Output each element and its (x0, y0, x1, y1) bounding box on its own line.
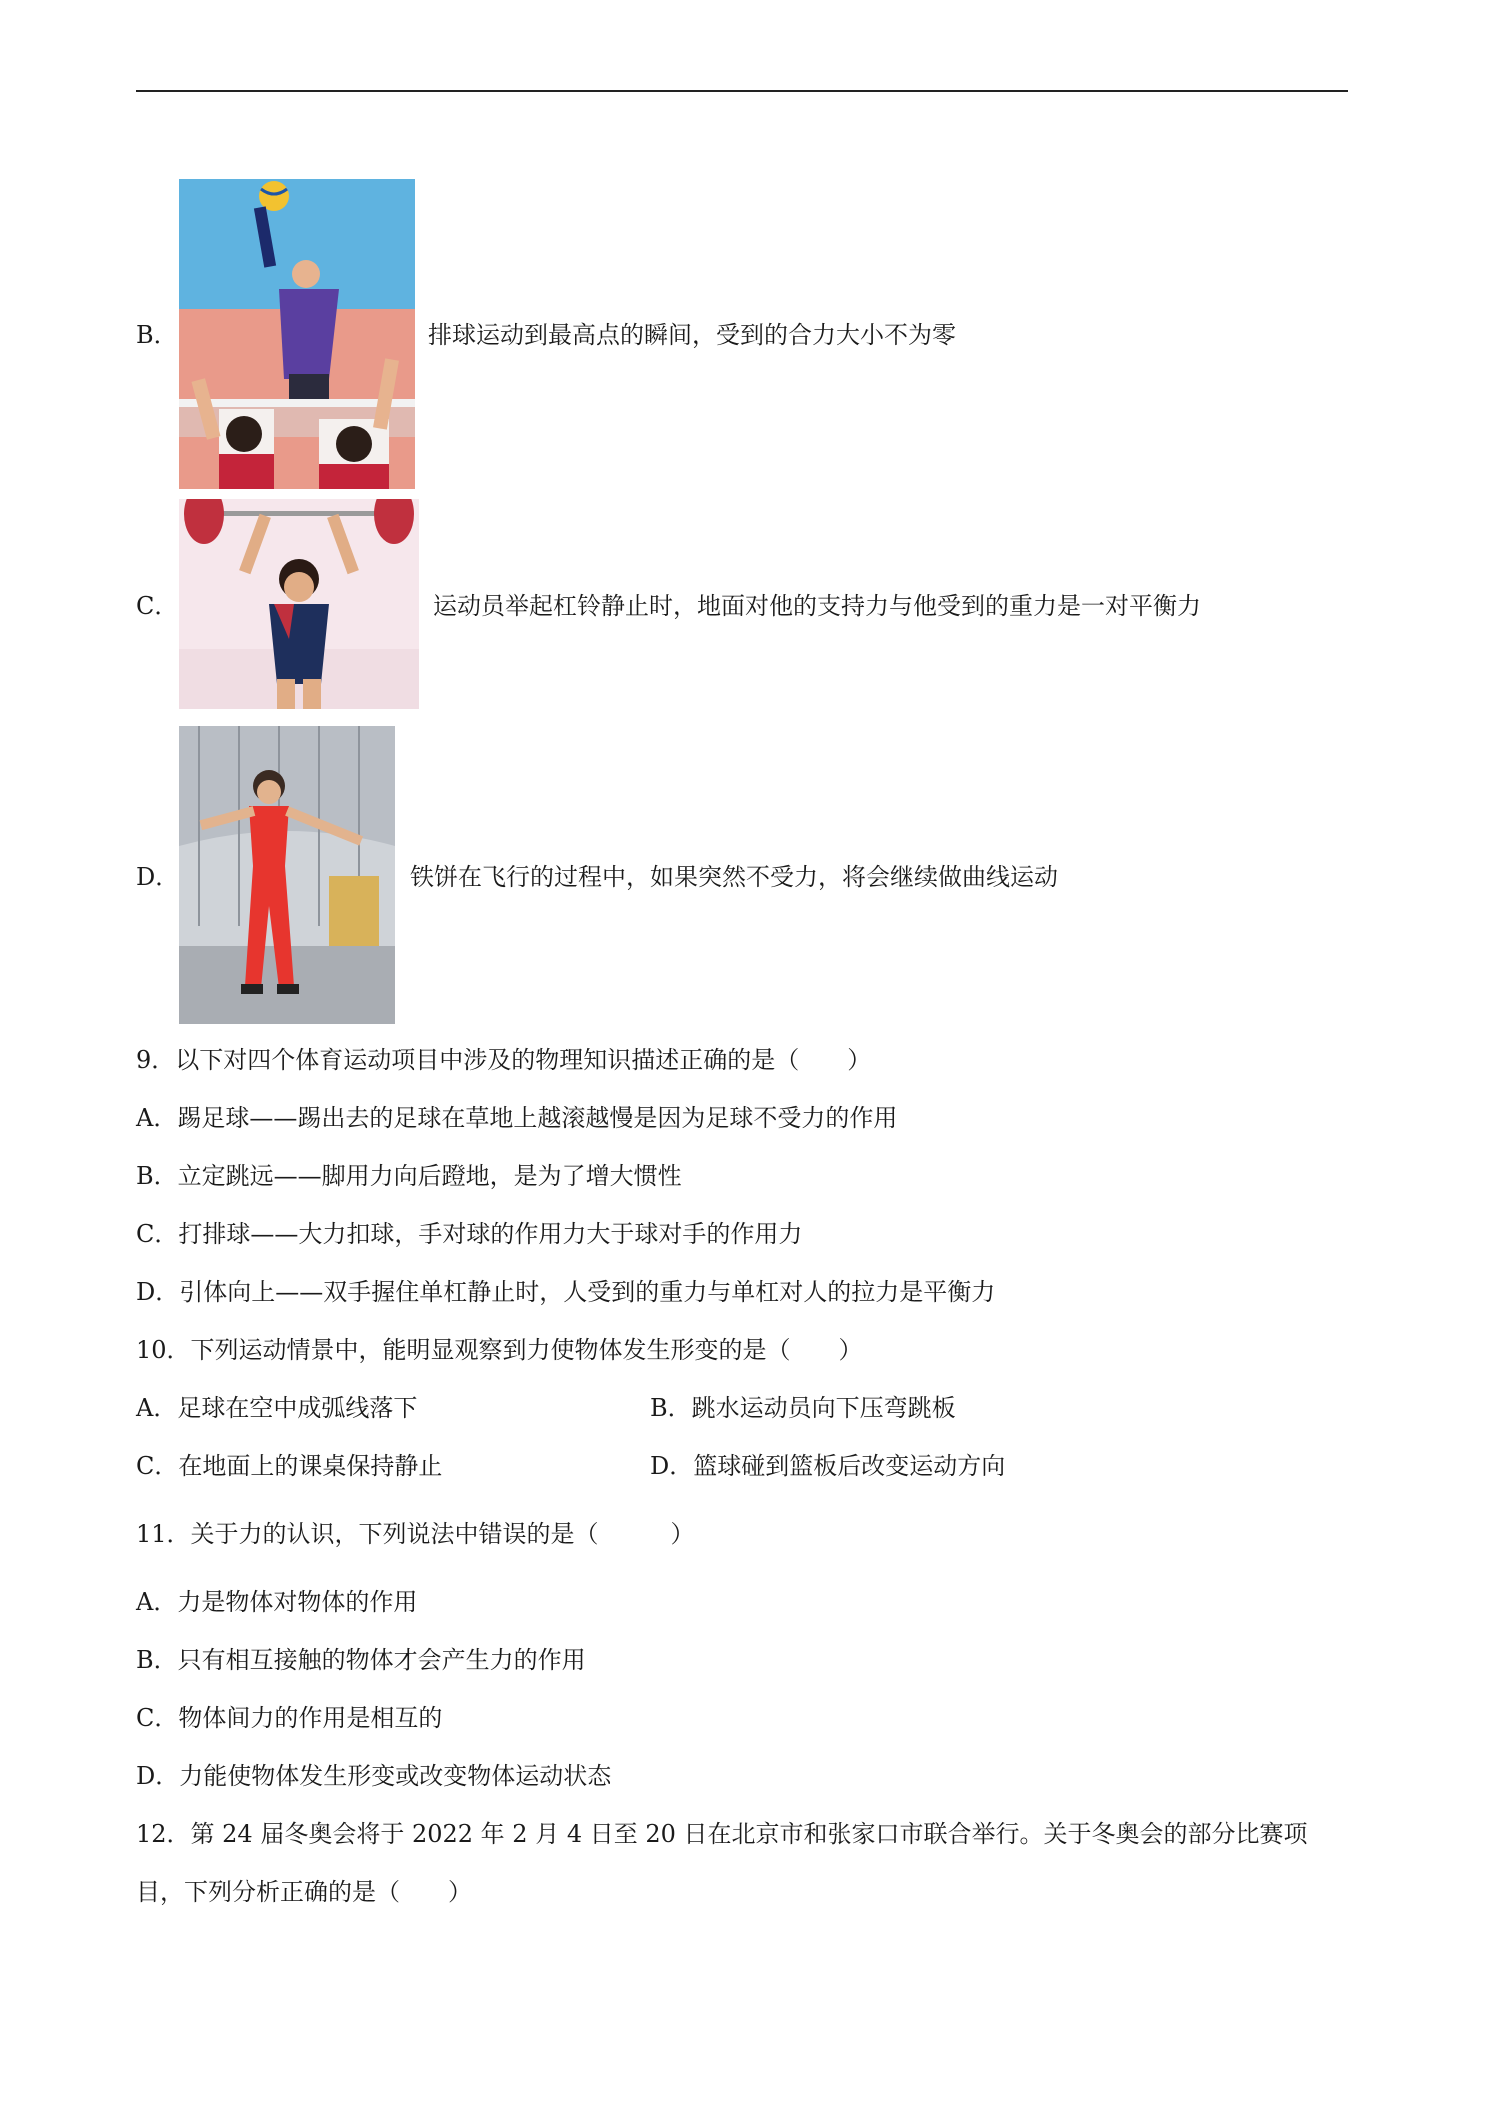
question-9-option-c: C．打排球——大力扣球，手对球的作用力大于球对手的作用力 (136, 1220, 803, 1248)
question-12-stem-line1: 12．第 24 届冬奥会将于 2022 年 2 月 4 日至 20 日在北京市和张家口市联合举行。关于冬奥会的部分比赛项 (136, 1820, 1308, 1848)
discus-thrower-photo (179, 726, 395, 1024)
option-d-label: D． (136, 863, 180, 891)
question-9-option-d: D．引体向上——双手握住单杠静止时，人受到的重力与单杠对人的拉力是平衡力 (136, 1278, 996, 1306)
question-9-option-a: A．踢足球——踢出去的足球在草地上越滚越慢是因为足球不受力的作用 (136, 1104, 898, 1132)
question-10-option-c: C．在地面上的课桌保持静止 (136, 1452, 443, 1480)
option-b-text: 排球运动到最高点的瞬间，受到的合力大小不为零 (428, 321, 956, 349)
question-9-stem: 9．以下对四个体育运动项目中涉及的物理知识描述正确的是（ ） (136, 1046, 872, 1074)
question-9-option-b: B．立定跳远——脚用力向后蹬地，是为了增大惯性 (136, 1162, 682, 1190)
question-11-option-b: B．只有相互接触的物体才会产生力的作用 (136, 1646, 586, 1674)
option-b-label: B． (136, 321, 178, 349)
volleyball-spike-photo (179, 179, 415, 489)
question-11-stem: 11．关于力的认识，下列说法中错误的是（ ） (136, 1520, 695, 1548)
question-12-stem-line2: 目，下列分析正确的是（ ） (136, 1878, 472, 1906)
option-c-text: 运动员举起杠铃静止时，地面对他的支持力与他受到的重力是一对平衡力 (433, 592, 1201, 620)
question-11-option-d: D．力能使物体发生形变或改变物体运动状态 (136, 1762, 612, 1790)
question-10-option-d: D．篮球碰到篮板后改变运动方向 (650, 1452, 1006, 1480)
option-c-label: C． (136, 592, 179, 620)
question-10-option-b: B．跳水运动员向下压弯跳板 (650, 1394, 956, 1422)
question-10-stem: 10．下列运动情景中，能明显观察到力使物体发生形变的是（ ） (136, 1336, 863, 1364)
option-d-text: 铁饼在飞行的过程中，如果突然不受力，将会继续做曲线运动 (410, 863, 1058, 891)
header-rule (136, 90, 1348, 92)
question-10-option-a: A．足球在空中成弧线落下 (136, 1394, 418, 1422)
question-11-option-c: C．物体间力的作用是相互的 (136, 1704, 443, 1732)
weightlifter-photo (179, 499, 419, 709)
question-11-option-a: A．力是物体对物体的作用 (136, 1588, 418, 1616)
